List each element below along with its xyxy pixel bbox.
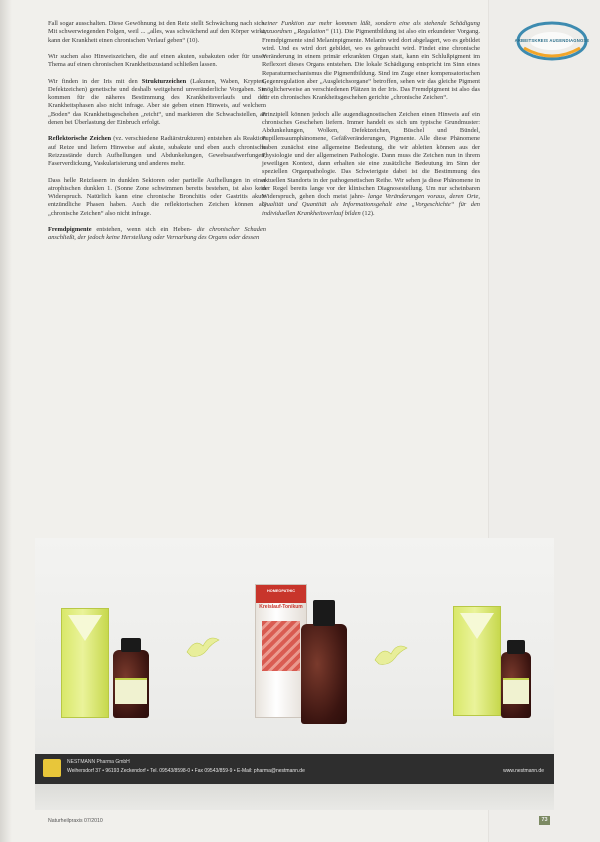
text-italic: seiner Funktion zur mehr kommen läßt, sondern eine als stehende Schädigung anzuordnen „Regulation“ [262, 20, 480, 36]
text: Wir suchen also Hinweiszeichen, die auf einen akuten, subakuten oder für unser Thema auf einen chronischen Krankheitszustand schließen lassen. [48, 52, 266, 69]
advertisement[interactable] [35, 538, 554, 810]
box-brand: HOMEOPATHIC [267, 589, 295, 593]
bottle-cap [507, 640, 525, 654]
text: (Lakunen, Waben, Krypten, Defektzeichen) genetische und deshalb weitgehend unveränderliche Vorgaben. Sie kommen für die näheres Bestimmung des Krankheitsverlaufs und der Krankheitsphasen also nicht infrage. Aber sie geben einen Hinweis, auf welchem „Boden“ das Krankheitsgeschehen „reicht“, und markieren die Schwachstellen, an denen bei Überlastung der Einbruch erfolgt. [48, 77, 267, 126]
company-contact: Weihersdorf 37 • 96193 Zeckendorf • Tel. 09543/8598-0 • Fax 09543/859-9 • E-Mail: pharma@nestmann.de [67, 768, 305, 774]
bottle-cap [313, 600, 335, 626]
box-title: Kreislauf-Tonikum [259, 604, 303, 610]
paragraph [262, 20, 480, 103]
magazine-footer: Naturheilpraxis 07/2010 [48, 818, 103, 824]
text-italic: die chronischer Schaden anschließt, der jedoch keine Herstellung oder Vernarbung des Organs oder dessen [48, 225, 266, 242]
arbeitskreis-logo [512, 20, 592, 62]
paragraph [48, 78, 266, 128]
company-name: NESTMANN Pharma GmbH [67, 759, 130, 765]
box-triangle-icon [68, 615, 102, 641]
logo-text: ARBEITSKREIS AUGENDIAGNOSE [514, 38, 590, 43]
ad-bottom-strip [35, 784, 554, 810]
ad-contact-bar [35, 754, 554, 784]
dove-icon [373, 642, 409, 668]
keyword: Reflektorische Zeichen [48, 135, 112, 143]
bottle-label [503, 678, 529, 704]
page-number: 73 [539, 816, 550, 825]
text: Fall sogar ausschalten. Diese Gewöhnung ist den Reiz stellt Schwächung nach sich. Mit schwerwiegenden Folgen, weil ... „alles, was schwächend auf den Körper wirkt, kann der Krankheit einen chronischen Verlauf geben“ (10). [48, 20, 266, 44]
keyword: Strukturzeichen [141, 77, 187, 85]
box-illustration [262, 621, 300, 671]
text: Prinzipiell können jedoch alle augendiagnostischen Zeichen einen Hinweis auf ein chronisches Geschehen liefern. Immer handelt es sich um typische Grundmuster: Abdunkelungen, Wolken, Defektzeichen, Büschel und Bündel, Pupillensaumphänomene, Gefäßveränderungen, Pigmente. Alle diese Phänomene haben zunächst eine allgemeine Bedeutung, die wir ableiten können aus der Physiologie und der allgemeinen Pathologie. Dann muss die Zeichen nun in ihrem jeweiligen Kontext, dann erhalten sie eine zusätzliche Bedeutung im Sinn der speziellen Organpathologie. Das Schwierigste dabei ist die Bestimmung des aktuellen Standorts in der pathogenetischen Reihe. Wir sehen ja diese Phänomene in der Regel bereits lange vor der klinischen Diagnosestellung. Um nur scheinbaren Widerspruch, gehen doch meist jahre- [262, 110, 480, 201]
text: (12). [362, 209, 375, 217]
text-italic: lange Veränderungen voraus, deren Orte, Qualität und Quantität als Informationsgehalt eine „Vorgeschichte“ für den individuellen Krankheitsverlauf bilden [262, 193, 480, 217]
text: (11). Die Pigmentbildung ist also ein erkundeter Vorgang. Fremdpigmente sind Melaninpigmente. Melanin wird dort abgelagert, wo es gebildet wird. Und es wird dort gebildet, wo es gebraucht wird. Findet eine chronische Veränderung in einem primär erkrankten Organ statt, kann ein Schlußpigment im Reflexort dieses Organs entstehen. Die lokale Schädigung entspricht im Sinn eines Reparaturmechanismus die Pigmentbildung. Sind im Zuge einer kompensatorischen Gegenregulation aber „Ausgleichsorgane“ betroffen, sehen wir das gleiche Pigment möglicherweise an verschiedenen Plätzen in der Iris. Das Fremdpigment ist also das für ein chronisches Krankheitsgeschehen gerichte „chronische Zeichen“. [262, 28, 480, 102]
dove-icon [185, 634, 221, 660]
company-website-link[interactable]: www.nestmann.de [503, 768, 544, 774]
paragraph [48, 53, 266, 70]
article-column-right [262, 20, 480, 226]
product-box-right [453, 606, 501, 716]
paragraph [48, 226, 266, 243]
bottle-cap [121, 638, 141, 652]
text: entstehen, wenn sich ein Heben- [96, 225, 192, 233]
box-band [256, 585, 306, 603]
paragraph [262, 111, 480, 218]
text: Dass helle Reizfasern in dunklen Sektoren oder partielle Aufhellungen in einer atrophischen dunklen 1. (Sonne Zone schwimmen bereits bestehen, ist also kein Widerspruch. Natürlich kann eine chronische Bronchitis oder Gastritis akute entzündliche Phasen haben. Auch die reflektorischen Zeichen können als „chronische Zeichen“ also nicht infrage. [48, 176, 266, 217]
paragraph [48, 135, 266, 168]
article-column-left [48, 20, 266, 251]
product-box-left [61, 608, 109, 718]
paragraph [48, 177, 266, 218]
text: (vz. verschiedene Radiärstrukturen) entstehen als Reaktion auf Reize und liefern Hinweise auf akute, subakute und eben auch chronische Reizzustände durch Aufhellungen und Abdunkelungen, Gewebsaufwerfungen, Faserverdickung, Vaskularisierung und anderes mehr. [48, 135, 266, 168]
bottle-label [115, 678, 147, 704]
product-box-center [255, 584, 307, 718]
box-triangle-icon [460, 613, 494, 639]
text: Wir finden in der Iris mit den [48, 77, 138, 85]
page-edge-shadow [0, 0, 12, 842]
keyword: Fremdpigmente [48, 225, 92, 233]
company-logo-icon [43, 759, 61, 777]
paragraph [48, 20, 266, 45]
product-bottle-center [301, 624, 347, 724]
